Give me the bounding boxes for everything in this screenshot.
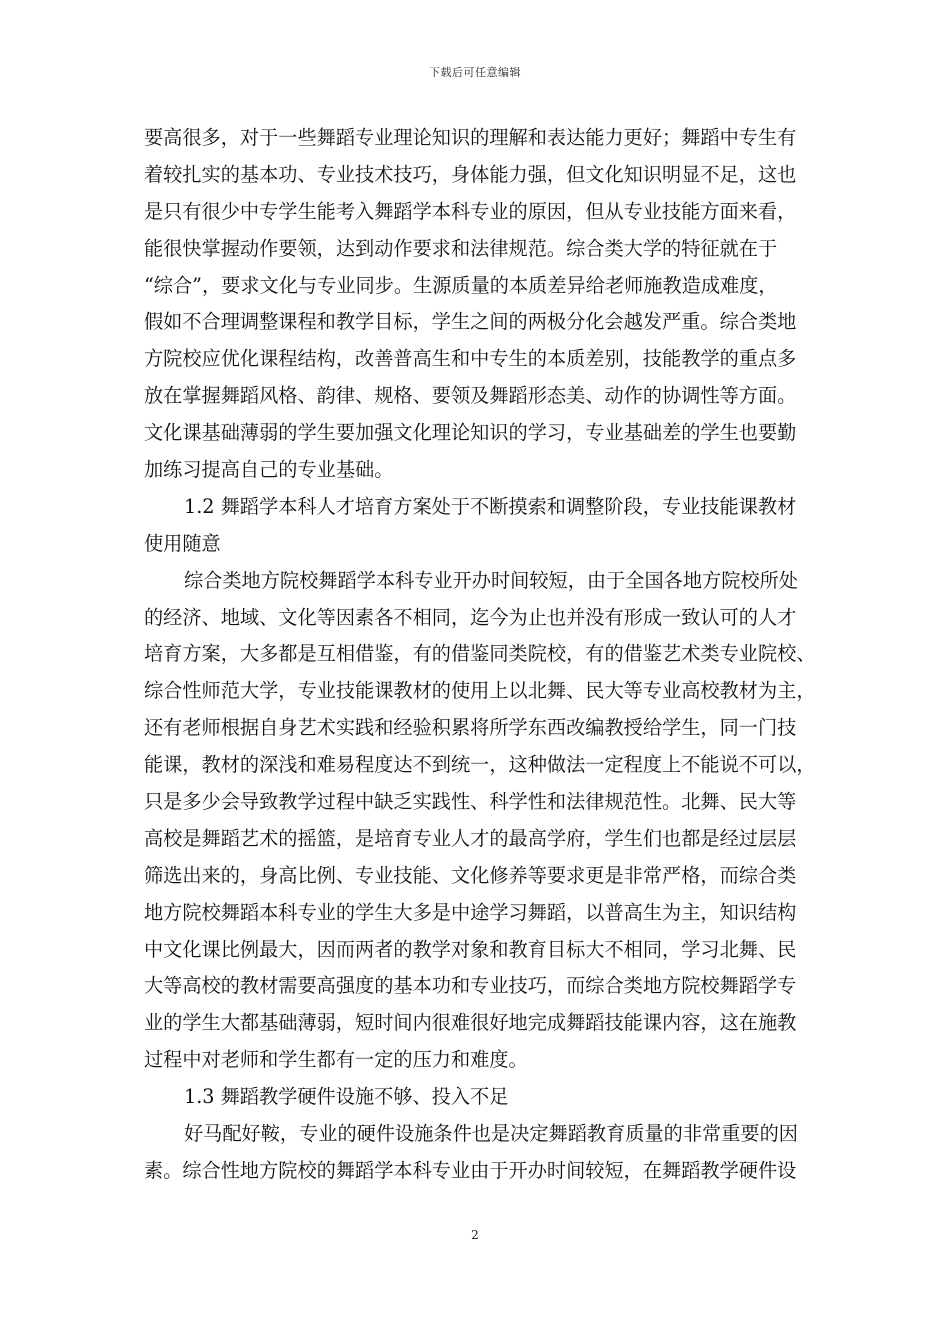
text-line: 假如不合理调整课程和教学目标，学生之间的两极分化会越发严重。综合类地 bbox=[144, 310, 797, 334]
text-line: 高校是舞蹈艺术的摇篮，是培育专业人才的最高学府，学生们也都是经过层层 bbox=[144, 826, 797, 850]
text-line: 是只有很少中专学生能考入舞蹈学本科专业的原因，但从专业技能方面来看， bbox=[144, 199, 797, 223]
section-heading-1-2-cont: 使用随意 bbox=[144, 531, 221, 555]
page-number: 2 bbox=[471, 1228, 479, 1242]
text-line: 培育方案，大多都是互相借鉴，有的借鉴同类院校，有的借鉴艺术类专业院校、 bbox=[144, 642, 816, 666]
page-header: 下载后可任意编辑 bbox=[429, 66, 521, 79]
text-line: 好马配好鞍，专业的硬件设施条件也是决定舞蹈教育质量的非常重要的因 bbox=[184, 1122, 798, 1146]
text-line: 过程中对老师和学生都有一定的压力和难度。 bbox=[144, 1048, 528, 1072]
text-line: 文化课基础薄弱的学生要加强文化理论知识的学习，专业基础差的学生也要勤 bbox=[144, 421, 797, 445]
section-heading-1-3: 1.3 舞蹈教学硬件设施不够、投入不足 bbox=[184, 1085, 509, 1109]
text-line: 素。综合性地方院校的舞蹈学本科专业由于开办时间较短，在舞蹈教学硬件设 bbox=[144, 1158, 797, 1182]
text-line: 只是多少会导致教学过程中缺乏实践性、科学性和法律规范性。北舞、民大等 bbox=[144, 790, 797, 814]
section-heading-1-2: 1.2 舞蹈学本科人才培育方案处于不断摸索和调整阶段，专业技能课教材 bbox=[184, 494, 797, 518]
text-line: 综合性师范大学，专业技能课教材的使用上以北舞、民大等专业高校教材为主， bbox=[144, 679, 816, 703]
text-line: 综合类地方院校舞蹈学本科专业开办时间较短，由于全国各地方院校所处 bbox=[184, 568, 798, 592]
text-line: 要高很多，对于一些舞蹈专业理论知识的理解和表达能力更好；舞蹈中专生有 bbox=[144, 126, 797, 149]
body-text bbox=[144, 120, 816, 1190]
text-line: 地方院校舞蹈本科专业的学生大多是中途学习舞蹈，以普高生为主，知识结构 bbox=[144, 900, 797, 924]
text-line: 加练习提高自己的专业基础。 bbox=[144, 458, 394, 482]
text-line: 大等高校的教材需要高强度的基本功和专业技巧，而综合类地方院校舞蹈学专 bbox=[144, 974, 797, 998]
text-line: “综合”，要求文化与专业同步。生源质量的本质差异给老师施教造成难度， bbox=[144, 273, 778, 297]
text-line: 中文化课比例最大，因而两者的教学对象和教育目标大不相同，学习北舞、民 bbox=[144, 937, 797, 961]
text-line: 业的学生大都基础薄弱，短时间内很难很好地完成舞蹈技能课内容，这在施教 bbox=[144, 1011, 797, 1035]
text-line: 筛选出来的，身高比例、专业技能、文化修养等要求更是非常严格，而综合类 bbox=[144, 863, 797, 887]
text-line: 能课，教材的深浅和难易程度达不到统一，这种做法一定程度上不能说不可以， bbox=[144, 753, 816, 777]
text-line: 能很快掌握动作要领，达到动作要求和法律规范。综合类大学的特征就在于 bbox=[144, 236, 778, 260]
text-line: 放在掌握舞蹈风格、韵律、规格、要领及舞蹈形态美、动作的协调性等方面。 bbox=[144, 384, 797, 408]
text-line: 着较扎实的基本功、专业技术技巧，身体能力强，但文化知识明显不足，这也 bbox=[144, 162, 797, 186]
text-line: 的经济、地域、文化等因素各不相同，迄今为止也并没有形成一致认可的人才 bbox=[144, 605, 797, 629]
text-line: 还有老师根据自身艺术实践和经验积累将所学东西改编教授给学生，同一门技 bbox=[144, 716, 797, 740]
text-line: 方院校应优化课程结构，改善普高生和中专生的本质差别，技能教学的重点多 bbox=[144, 347, 797, 371]
